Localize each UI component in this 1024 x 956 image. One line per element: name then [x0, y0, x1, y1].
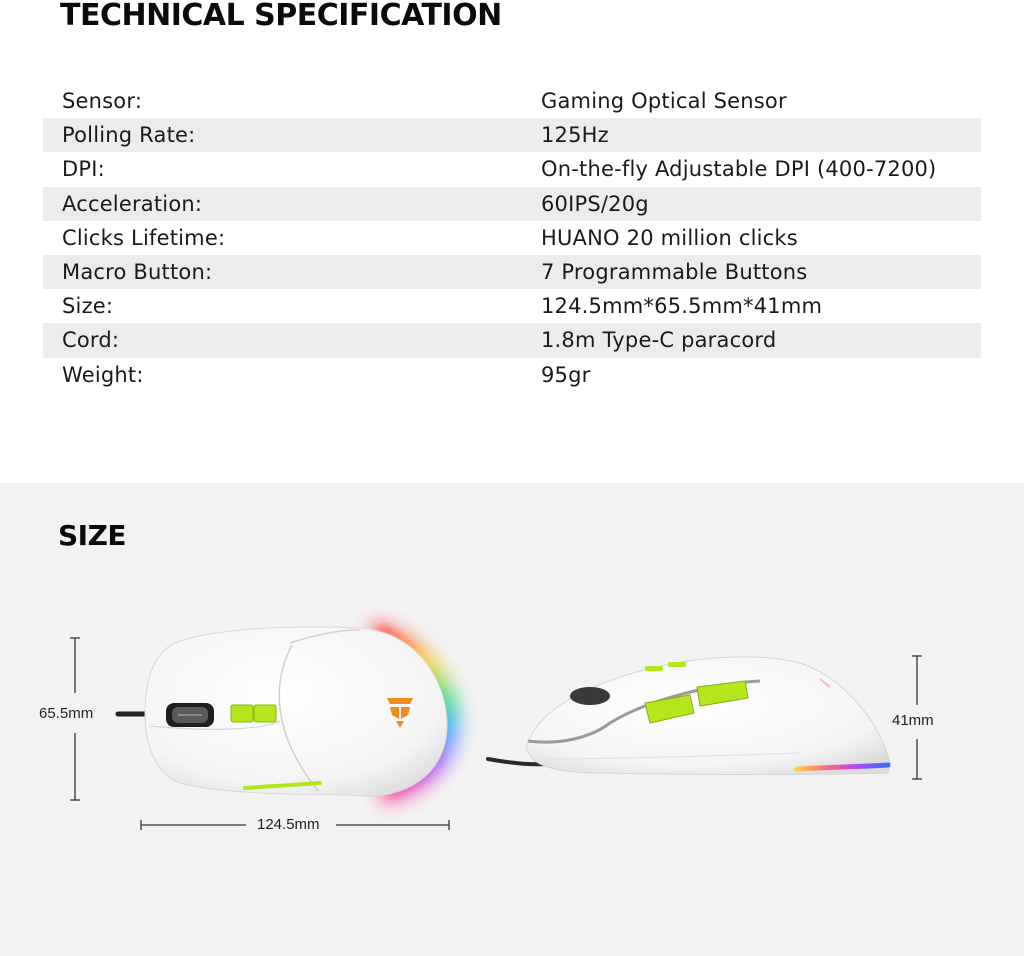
- spec-row-macro-button: [43, 255, 981, 289]
- spec-row-dpi: [43, 152, 981, 186]
- spec-row-clicks-lifetime: [43, 221, 981, 255]
- spec-label: Sensor:: [62, 89, 143, 114]
- spec-label: Macro Button:: [62, 260, 213, 285]
- spec-row-sensor: [43, 84, 981, 118]
- spec-row-size: [43, 289, 981, 323]
- size-title: SIZE: [58, 519, 127, 552]
- spec-label: Clicks Lifetime:: [62, 225, 226, 250]
- spec-value: On-the-fly Adjustable DPI (400-7200): [541, 157, 937, 182]
- spec-row-polling-rate: [43, 118, 981, 152]
- spec-title: TECHNICAL SPECIFICATION: [60, 0, 502, 33]
- spec-value: 125Hz: [541, 123, 609, 148]
- length-dimension-label: 124.5mm: [257, 816, 320, 833]
- spec-label: Polling Rate:: [62, 123, 196, 148]
- spec-label: Size:: [62, 294, 114, 319]
- size-section: [0, 483, 1024, 956]
- spec-value: HUANO 20 million clicks: [541, 225, 798, 250]
- spec-row-weight: [43, 358, 981, 392]
- mouse-side-view: [488, 657, 890, 775]
- spec-label: DPI:: [62, 157, 105, 182]
- spec-value: 7 Programmable Buttons: [541, 260, 808, 285]
- spec-value: 95gr: [541, 362, 591, 387]
- spec-row-acceleration: [43, 187, 981, 221]
- width-dimension-label: 65.5mm: [39, 705, 94, 722]
- spec-label: Cord:: [62, 328, 120, 353]
- spec-label: Weight:: [62, 362, 144, 387]
- spec-label: Acceleration:: [62, 191, 203, 216]
- spec-value: 60IPS/20g: [541, 191, 649, 216]
- spec-value: Gaming Optical Sensor: [541, 89, 787, 114]
- spec-value: 1.8m Type-C paracord: [541, 328, 777, 353]
- mouse-illustration: [0, 483, 1024, 956]
- spec-value: 124.5mm*65.5mm*41mm: [541, 294, 823, 319]
- spec-table: [43, 84, 981, 392]
- height-dimension-label: 41mm: [892, 712, 934, 729]
- spec-row-cord: [43, 323, 981, 357]
